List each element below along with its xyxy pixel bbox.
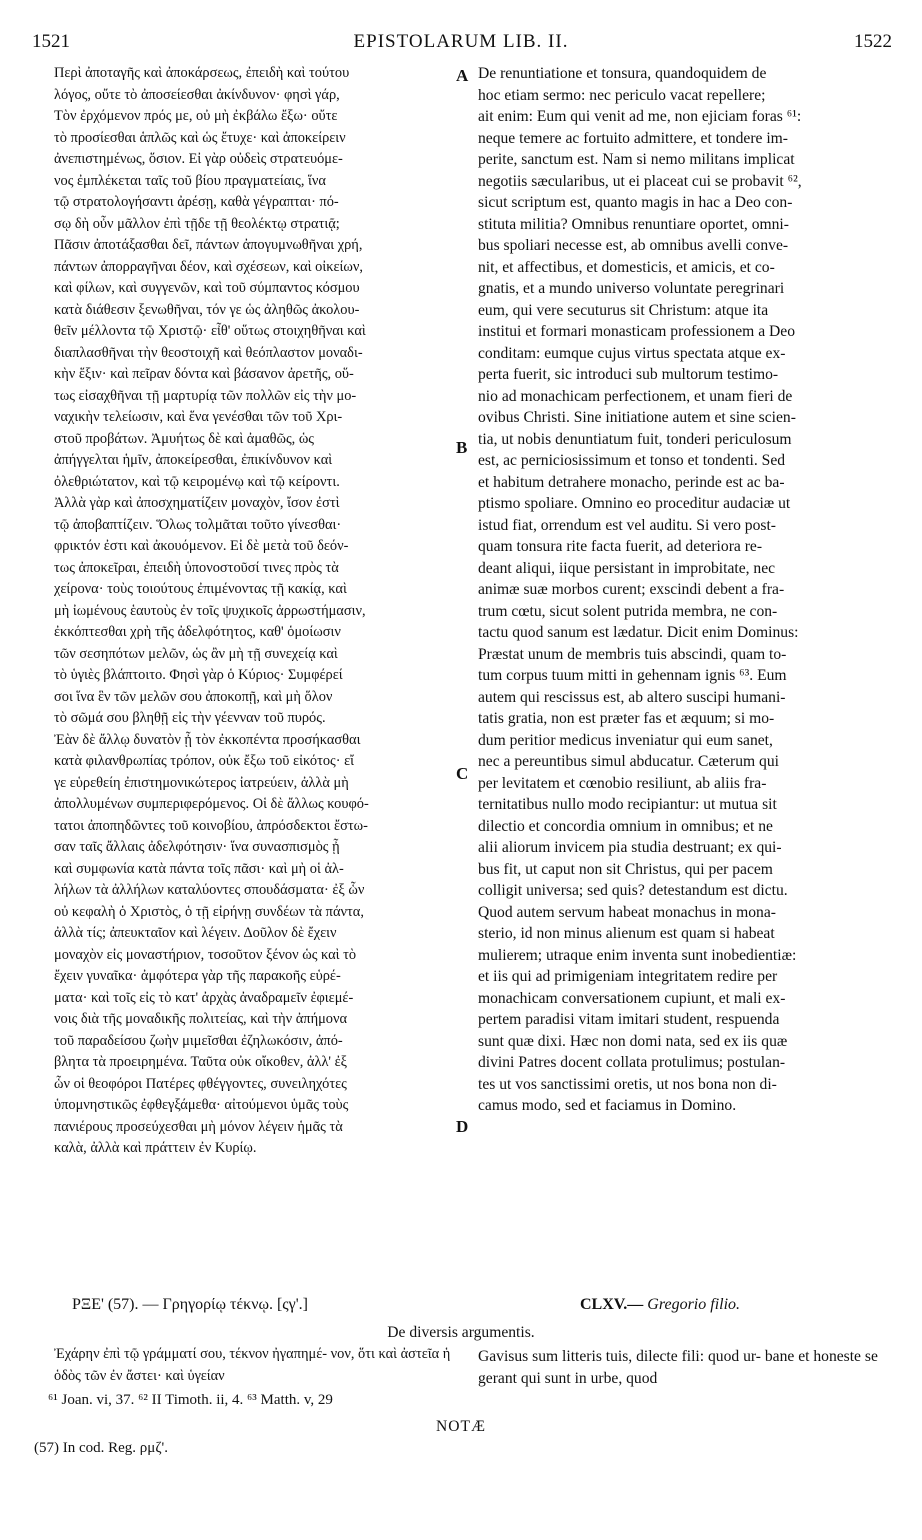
greek-text-line: λόγος, οὔτε τὸ ἀποσείεσθαι ἀκίνδυνον· φησὶ γάρ, [54,86,340,103]
latin-text-line: sicut scriptum est, quanto magis in hac a Deo con- [478,194,793,211]
greek-text-line: κατὰ διάθεσιν ξενωθῆναι, τόν γε ὡς ἀληθῶς ἀκολου- [54,301,360,318]
scripture-footnotes: ⁶¹ Joan. vi, 37. ⁶² II Timoth. ii, 4. ⁶³ Matth. v, 29 [48,1392,333,1408]
latin-text-line: mulierem; utraque enim inventa sunt inobedientiæ: [478,946,797,964]
greek-opening-line: νον, ὅτι καὶ ἀστεῖα ἡ ὁδὸς τῶν ἐν ἄστει· καὶ ὑγείαν [54,1346,451,1384]
greek-text-line: καὶ συμφωνία κατὰ πάντα τοῖς πᾶσι· καὶ μὴ οἱ ἀλ- [54,860,344,877]
latin-text-line: bus spoliari necesse est, ab omnibus avelli conve- [478,237,789,254]
greek-text-line: καλὰ, ἀλλὰ καὶ πράττειν ἐν Κυρίῳ. [54,1140,257,1156]
latin-text-line: ovibus Christi. Sine initiatione autem et sine scien- [478,409,796,426]
latin-text-line: stituta militia? Omnibus renuntiare oportet, omni- [478,215,789,233]
greek-opening-line: Ἐχάρην ἐπὶ τῷ γράμματί σου, τέκνον ἠγαπημέ- [54,1346,328,1362]
page-number-left: 1521 [32,31,70,52]
greek-text-line: νοις διὰ τῆς μοναδικῆς πολιτείας, καὶ τὴν ἀπήμονα [54,1011,348,1027]
latin-text-column [478,63,886,1117]
section-marker-b: B [456,438,468,457]
greek-text-line: Περὶ ἀποταγῆς καὶ ἀποκάρσεως, ἐπειδὴ καὶ τούτου [54,65,350,81]
greek-text-line: καὶ φίλων, καὶ συγγενῶν, καὶ τοῦ σύμπαντος κόσμου [54,280,360,296]
greek-text-line: πάντων ἀπορραγῆναι δέον, καὶ σχέσεων, καὶ οἰκείων, [54,258,363,275]
latin-text-line: tes ut vos sanctissimi oretis, ut nos bona non di- [478,1075,777,1093]
latin-text-line: eum, qui vere secuturus sit Christum: atque ita [478,301,769,319]
greek-text-line: οὐ κεφαλὴ ὁ Χριστὸς, ὁ τῇ εἰρήνῃ συνδέων τὰ πάντα, [54,903,364,920]
greek-text-line: ἔχειν γυναῖκα· ἀμφότερα γὰρ τῆς παρακοῆς εὑρέ- [54,968,341,984]
section-marker-d: D [456,1117,469,1136]
latin-text-line: gnatis, et a mundo universo voluntate peregrinari [478,280,785,297]
greek-text-line: ὧν οἱ θεοφόροι Πατέρες φθέγγοντες, συνειληχότες [54,1075,347,1092]
latin-opening-line: Gavisus sum litteris tuis, dilecte fili: quod ur- [478,1348,761,1365]
greek-text-line: ἀπολλυμένων συμπεριφερόμενος. Οἱ δὲ ἄλλως κουφό- [54,796,369,812]
greek-text-line: τὸ ὑγιὲς βλάπτοιτο. Φησὶ γὰρ ὁ Κύριος· Συμφέρεί [54,667,343,683]
latin-text-line: nio ad monachicam perfectionem, et unam fieri de [478,387,793,405]
latin-text-line: alii aliorum invicem pia studia destruant; ex qui- [478,839,782,856]
latin-text-line: pertem paradisi vitam imitari student, respuenda [478,1011,780,1028]
greek-text-line: λήλων τὰ ἀλλήλων καταλύοντες σπουδάσματα· ἐξ ὧν [54,882,365,898]
greek-text-line: ἐκκόπτεσθαι χρὴ τῆς ἀδελφότητος, καθ' ὁμοίωσιν [54,624,341,640]
latin-text-line: deant aliqui, iique persistant in improbitate, nec [478,559,776,577]
latin-text-line: sterio, id non minus alienum est quam si habeat [478,925,775,942]
greek-text-line: κὴν ἕξιν· καὶ πεῖραν δόντα καὶ βάσανον ἀρετῆς, οὕ- [54,366,354,382]
section-marker-c: C [456,764,469,783]
latin-text-line: Quod autem servum habeat monachus in mona- [478,903,776,921]
greek-text-line: τῷ ἀποβαπτίζειν. Ὅλως τολμᾶται τοῦτο γίνεσθαι· [54,516,342,533]
greek-epistle-heading: ΡΞΕ' (57). — Γρηγορίῳ τέκνῳ. [ςγ'.] [72,1296,308,1313]
latin-text-line: camus modo, sed et faciamus in Domino. [478,1097,737,1114]
greek-text-line: τὸ προσίεσθαι ἁπλῶς καὶ ὡς ἔτυχε· καὶ ἀποκείρειν [54,129,346,146]
latin-text-line: monachicam conversationem cupiunt, et mali ex- [478,989,786,1007]
latin-text-line: neque temere ac fortuito admittere, et tondere im- [478,129,789,147]
latin-text-line: colligit universa; sed quis? detestandum est dictu. [478,882,788,899]
latin-text-line: tactu quod sanum est lædatur. Dicit enim Dominus: [478,624,799,641]
latin-text-line: dilectio et concordia omnium in omnibus; et ne [478,817,773,835]
running-title: EPISTOLARUM LIB. II. [353,31,569,52]
latin-epistle-number: CLXV.— [580,1296,644,1313]
latin-epistle-addressee: Gregorio filio. [647,1296,741,1313]
greek-text-line: μὴ ἰωμένους ἑαυτοὺς ἐν τοῖς ψυχικοῖς ἀρρωστήμασιν, [54,602,366,619]
latin-text-line: hoc etiam sermo: nec periculo vacat repellere; [478,86,766,104]
notae-heading: NOTÆ [436,1418,486,1435]
greek-text-line: σῳ δὴ οὖν μᾶλλον ἐπὶ τῇδε τῇ θεολέκτῳ στρατιᾷ; [54,215,340,232]
section-marker-a: A [456,66,469,85]
latin-text-line: ait enim: Eum qui venit ad me, non ejiciam foras ⁶¹: [478,108,802,125]
greek-text-line: βλητα τὰ προειρημένα. Ταῦτα οὐκ οἴκοθεν, ἀλλ' ἐξ [54,1054,348,1070]
page-number-right: 1522 [854,31,892,52]
latin-text-line: De renuntiatione et tonsura, quandoquidem de [478,65,767,82]
greek-text-line: χείρονα· τοὺς τοιούτους ἐπιμένοντας τῇ κακίᾳ, καὶ [54,581,347,597]
greek-text-line: τὸ σῶμά σου βληθῇ εἰς τὴν γέενναν τοῦ πυρός. [54,710,326,726]
greek-text-line: ὑπομνηστικῶς ἐφθεγξάμεθα· αἰτούμενοι ὑμᾶς τοὺς [54,1097,349,1113]
latin-text-line: autem qui rescissus est, ab altero suscipi humani- [478,688,786,706]
greek-text-line: ἀλλὰ τίς; ἀπευκταῖον καὶ λέγειν. Δοῦλον δὲ ἔχειν [54,925,337,941]
greek-text-line: Ἀλλὰ γὰρ καὶ ἀποσχηματίζειν μοναχὸν, ἴσον ἐστὶ [54,495,340,511]
greek-text-line: στοῦ προβάτων. Ἀμυήτως δὲ καὶ ἀμαθῶς, ὡς [54,430,315,447]
epistle-subject: De diversis argumentis. [387,1324,535,1341]
greek-epistle-opening [54,1344,464,1387]
latin-text-line: istud fiat, orrendum est vel auditu. Si vero post- [478,516,776,534]
greek-text-line: θεῖν μέλλοντα τῷ Χριστῷ· εἶθ' οὕτως στοιχηθῆναι καὶ [54,323,366,339]
latin-text-line: negotiis sæcularibus, ut ei placeat cui se probavit ⁶², [478,172,802,190]
latin-text-line: institui et formari monasticam professionem a Deo [478,323,795,340]
latin-text-line: tatis gratia, non est præter fas et æquum; si mo- [478,710,775,727]
greek-text-line: σαν ταῖς ἄλλαις ἀδελφότησιν· ἵνα συνασπισμὸς ᾖ [54,839,340,855]
greek-text-line: τῷ στρατολογήσαντι ἀρέσῃ, καθὰ γέγραπται· πό- [54,194,339,210]
latin-text-line: sunt quæ dixi. Hæc non domi nata, sed ex iis quæ [478,1032,788,1050]
greek-text-line: ναχικὴν τελείωσιν, καὶ ἕνα γενέσθαι τῶν τοῦ Χρι- [54,409,343,425]
latin-text-line: dum peritior medicus inveniatur qui eum sanet, [478,731,773,749]
latin-text-line: ternitatibus nullo modo recipiantur: ut mutua sit [478,796,777,813]
greek-text-line: διαπλασθῆναι τὴν θεοστοιχῆ καὶ θεόπλαστον μοναδι- [54,344,363,361]
greek-text-line: τως ἀποκεῖραι, ἐπειδὴ ὑπονοστοῦσί τινες πρὸς τὰ [54,559,339,576]
latin-text-line: nec a pereuntibus simul abducatur. Cæterum qui [478,753,779,770]
latin-text-line: tia, ut nobis denuntiatum fuit, tonderi periculosum [478,430,792,448]
greek-text-line: μοναχὸν εἰς μοναστήριον, τοσοῦτον ξένον ὡς καὶ τὸ [54,946,357,963]
greek-text-line: ματα· καὶ τοῖς εἰς τὸ κατ' ἀρχὰς ἀναδραμεῖν ἐφιεμέ- [54,989,354,1006]
greek-text-line: Ἐὰν δὲ ἄλλῳ δυνατὸν ᾖ τὸν ἐκκοπέντα προσήκασθαι [54,731,361,748]
greek-text-line: ἀνεπιστημένως, ὅσιον. Εἰ γὰρ οὐδεὶς στρατευόμε- [54,151,343,167]
latin-text-line: divini Patres docent collata protulimus; postulan- [478,1054,786,1071]
latin-epistle-opening [478,1346,886,1389]
latin-text-line: quam tonsura rite facta fuerit, ad deteriora re- [478,538,763,555]
latin-text-line: trum cœtu, sicut solent putrida membra, ne con- [478,602,778,620]
greek-text-line: ὀλεθριώτατον, καὶ τῷ κειρομένῳ καὶ τῷ κείροντι. [54,473,340,490]
greek-text-line: γε εὑρεθείη ἐπιστημονικώτερος ἰατρεύειν, ἀλλὰ μὴ [54,774,349,791]
latin-text-line: et iis qui ad primigeniam integritatem redire per [478,968,778,985]
greek-text-line: τοῦ παραδείσου ζωὴν μιμεῖσθαι ἐζηλωκόσιν, ἀπό- [54,1032,343,1049]
greek-text-line: τατοι ἀποπηδῶντες τοῦ κοινοβίου, ἀπρόσδεκτοι ἔστω- [54,817,368,834]
latin-text-line: ptismo spoliare. Omnino eo proceditur audaciæ ut [478,495,791,512]
greek-text-line: φρικτόν ἐστι καὶ ἀκουόμενον. Εἰ δὲ μετὰ τοῦ δεόν- [54,538,349,554]
latin-text-line: bus fit, ut caput non sit Christus, qui per pacem [478,860,773,878]
greek-text-line: τῶν σεσηπότων μελῶν, ὡς ἂν μὴ τῇ συνεχείᾳ καὶ [54,645,338,662]
greek-text-line: Πᾶσιν ἀποτάξασθαι δεῖ, πάντων ἀπογυμνωθῆναι χρή, [54,237,363,253]
latin-text-line: perite, sanctum est. Nam si nemo militans implicat [478,151,795,168]
greek-text-line: ἀπήγγελται ἡμῖν, ἀποκείρεσθαι, ἐπικίνδυνον καὶ [54,452,333,468]
greek-text-line: Τὸν ἐρχόμενον πρός με, οὐ μὴ ἐκβάλω ἔξω· οὔτε [54,108,338,124]
latin-text-line: et habitum detrahere monacho, perinde est ac ba- [478,473,785,491]
latin-text-line: animæ suæ morbos curent; exscindi debent a fra- [478,581,785,598]
latin-opening-line: bane et honeste se gerant qui sunt in urbe, quod [478,1348,878,1387]
greek-text-line: νος ἐμπλέκεται ταῖς τοῦ βίου πραγματείαις, ἵνα [54,172,326,189]
latin-text-line: conditam: eumque cujus virtus spectata atque ex- [478,344,786,362]
greek-text-line: τως εἰσαχθῆναι τῇ μαρτυρίᾳ τῶν πολλῶν εἰς τὴν μο- [54,387,357,404]
latin-text-line: per levitatem et cœnobio resiliunt, ab aliis fra- [478,774,767,792]
latin-text-line: perta fuerit, sic introduci sub multorum testimo- [478,366,779,383]
latin-text-line: est, ac perniciosissimum et tonso et tondenti. Sed [478,452,786,469]
note-57: (57) In cod. Reg. ρμζ'. [34,1440,168,1456]
latin-text-line: tum corpus tuum mitti in gehennam ignis ⁶³. Eum [478,667,787,684]
latin-text-line: Præstat unum de membris tuis abscindi, quam to- [478,645,787,663]
greek-text-line: πανιέρους προσεύχεσθαι μὴ μόνον λέγειν ἡμᾶς τὰ [54,1118,343,1135]
greek-text-line: κατὰ φιλανθρωπίας τρόπον, οὐκ ἔξω τοῦ εἰκότος· εἴ [54,753,355,769]
greek-text-column [54,63,456,1160]
greek-text-line: σοι ἵνα ἓν τῶν μελῶν σου ἀποκοπῇ, καὶ μὴ ὅλον [54,688,333,705]
latin-text-line: nit, et affectibus, et domesticis, et amicis, et co- [478,258,775,276]
latin-epistle-heading [580,1296,740,1314]
